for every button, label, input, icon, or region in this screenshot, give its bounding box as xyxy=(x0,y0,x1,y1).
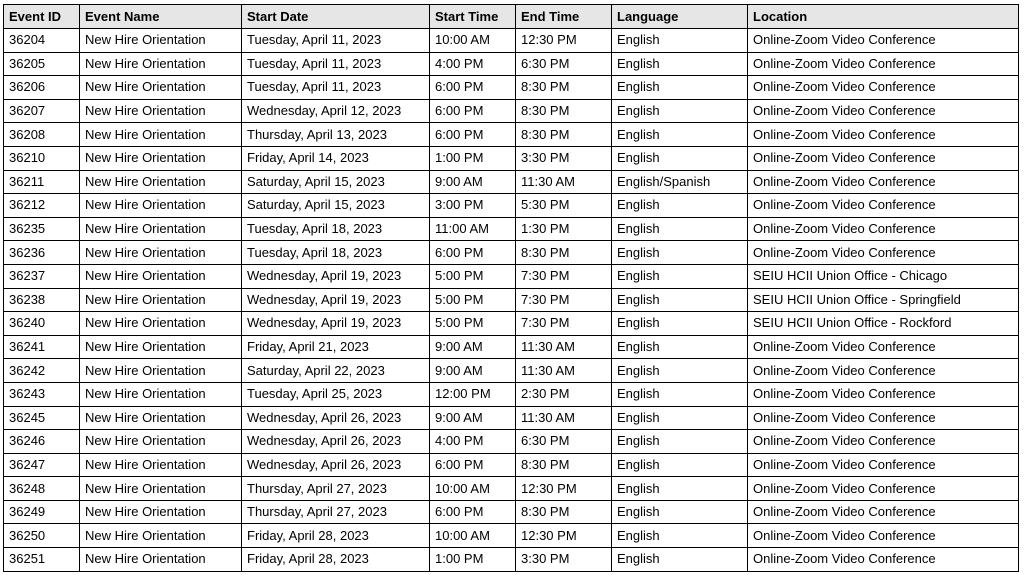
cell-start-time: 4:00 PM xyxy=(430,52,516,76)
cell-language: English xyxy=(612,288,748,312)
cell-end-time: 8:30 PM xyxy=(516,76,612,100)
cell-event-id: 36250 xyxy=(4,524,80,548)
cell-language: English xyxy=(612,430,748,454)
cell-start-time: 3:00 PM xyxy=(430,194,516,218)
cell-location: Online-Zoom Video Conference xyxy=(748,477,1019,501)
cell-event-id: 36240 xyxy=(4,312,80,336)
cell-start-time: 6:00 PM xyxy=(430,76,516,100)
cell-location: Online-Zoom Video Conference xyxy=(748,548,1019,572)
cell-location: Online-Zoom Video Conference xyxy=(748,335,1019,359)
cell-event-name: New Hire Orientation xyxy=(80,406,242,430)
cell-language: English xyxy=(612,335,748,359)
column-header-start-time: Start Time xyxy=(430,5,516,29)
cell-end-time: 11:30 AM xyxy=(516,359,612,383)
events-table xyxy=(3,4,1019,572)
cell-event-name: New Hire Orientation xyxy=(80,76,242,100)
cell-end-time: 3:30 PM xyxy=(516,146,612,170)
cell-event-id: 36211 xyxy=(4,170,80,194)
cell-language: English xyxy=(612,548,748,572)
cell-start-time: 5:00 PM xyxy=(430,288,516,312)
cell-event-name: New Hire Orientation xyxy=(80,335,242,359)
cell-event-name: New Hire Orientation xyxy=(80,288,242,312)
table-row xyxy=(4,430,1019,454)
cell-start-time: 11:00 AM xyxy=(430,217,516,241)
cell-start-date: Saturday, April 22, 2023 xyxy=(242,359,430,383)
cell-start-time: 9:00 AM xyxy=(430,406,516,430)
cell-end-time: 3:30 PM xyxy=(516,548,612,572)
cell-start-date: Thursday, April 27, 2023 xyxy=(242,477,430,501)
cell-event-id: 36212 xyxy=(4,194,80,218)
cell-start-time: 6:00 PM xyxy=(430,241,516,265)
cell-start-date: Friday, April 28, 2023 xyxy=(242,548,430,572)
cell-event-id: 36241 xyxy=(4,335,80,359)
cell-event-name: New Hire Orientation xyxy=(80,430,242,454)
cell-language: English xyxy=(612,217,748,241)
column-header-start-date: Start Date xyxy=(242,5,430,29)
cell-end-time: 8:30 PM xyxy=(516,123,612,147)
table-row xyxy=(4,170,1019,194)
table-row xyxy=(4,264,1019,288)
cell-location: SEIU HCII Union Office - Rockford xyxy=(748,312,1019,336)
cell-language: English xyxy=(612,453,748,477)
cell-end-time: 7:30 PM xyxy=(516,288,612,312)
cell-event-name: New Hire Orientation xyxy=(80,52,242,76)
table-row xyxy=(4,500,1019,524)
cell-end-time: 12:30 PM xyxy=(516,29,612,53)
column-header-location: Location xyxy=(748,5,1019,29)
cell-event-name: New Hire Orientation xyxy=(80,548,242,572)
cell-event-id: 36245 xyxy=(4,406,80,430)
cell-language: English xyxy=(612,406,748,430)
cell-start-date: Tuesday, April 11, 2023 xyxy=(242,76,430,100)
table-row xyxy=(4,241,1019,265)
cell-language: English xyxy=(612,524,748,548)
cell-event-name: New Hire Orientation xyxy=(80,146,242,170)
cell-event-id: 36249 xyxy=(4,500,80,524)
cell-event-id: 36237 xyxy=(4,264,80,288)
cell-start-time: 10:00 AM xyxy=(430,477,516,501)
cell-language: English xyxy=(612,264,748,288)
cell-end-time: 12:30 PM xyxy=(516,477,612,501)
cell-language: English xyxy=(612,194,748,218)
cell-start-time: 9:00 AM xyxy=(430,359,516,383)
table-row xyxy=(4,548,1019,572)
cell-event-id: 36210 xyxy=(4,146,80,170)
cell-event-name: New Hire Orientation xyxy=(80,500,242,524)
cell-language: English xyxy=(612,312,748,336)
cell-event-id: 36248 xyxy=(4,477,80,501)
column-header-language: Language xyxy=(612,5,748,29)
cell-start-date: Friday, April 28, 2023 xyxy=(242,524,430,548)
cell-start-time: 6:00 PM xyxy=(430,500,516,524)
cell-start-date: Tuesday, April 11, 2023 xyxy=(242,29,430,53)
cell-start-date: Saturday, April 15, 2023 xyxy=(242,194,430,218)
cell-location: Online-Zoom Video Conference xyxy=(748,170,1019,194)
cell-location: Online-Zoom Video Conference xyxy=(748,430,1019,454)
cell-start-date: Wednesday, April 19, 2023 xyxy=(242,312,430,336)
table-row xyxy=(4,52,1019,76)
cell-location: Online-Zoom Video Conference xyxy=(748,382,1019,406)
cell-end-time: 11:30 AM xyxy=(516,170,612,194)
cell-end-time: 11:30 AM xyxy=(516,335,612,359)
cell-event-name: New Hire Orientation xyxy=(80,312,242,336)
cell-location: Online-Zoom Video Conference xyxy=(748,406,1019,430)
column-header-event-id: Event ID xyxy=(4,5,80,29)
cell-end-time: 6:30 PM xyxy=(516,52,612,76)
cell-end-time: 7:30 PM xyxy=(516,312,612,336)
cell-end-time: 12:30 PM xyxy=(516,524,612,548)
cell-start-time: 9:00 AM xyxy=(430,335,516,359)
table-row xyxy=(4,288,1019,312)
cell-start-date: Friday, April 14, 2023 xyxy=(242,146,430,170)
cell-language: English xyxy=(612,52,748,76)
table-row xyxy=(4,359,1019,383)
header-row xyxy=(4,5,1019,29)
cell-event-id: 36242 xyxy=(4,359,80,383)
cell-start-date: Wednesday, April 12, 2023 xyxy=(242,99,430,123)
cell-start-time: 10:00 AM xyxy=(430,524,516,548)
cell-event-id: 36204 xyxy=(4,29,80,53)
cell-location: Online-Zoom Video Conference xyxy=(748,52,1019,76)
cell-event-id: 36207 xyxy=(4,99,80,123)
table-row xyxy=(4,382,1019,406)
cell-location: Online-Zoom Video Conference xyxy=(748,123,1019,147)
cell-language: English xyxy=(612,76,748,100)
cell-start-date: Wednesday, April 26, 2023 xyxy=(242,430,430,454)
cell-end-time: 8:30 PM xyxy=(516,99,612,123)
table-body xyxy=(4,29,1019,572)
cell-start-date: Tuesday, April 18, 2023 xyxy=(242,241,430,265)
cell-event-id: 36246 xyxy=(4,430,80,454)
table-row xyxy=(4,29,1019,53)
cell-start-date: Wednesday, April 26, 2023 xyxy=(242,406,430,430)
cell-event-name: New Hire Orientation xyxy=(80,382,242,406)
cell-location: Online-Zoom Video Conference xyxy=(748,194,1019,218)
table-row xyxy=(4,477,1019,501)
cell-start-date: Tuesday, April 11, 2023 xyxy=(242,52,430,76)
cell-start-time: 1:00 PM xyxy=(430,146,516,170)
cell-start-time: 6:00 PM xyxy=(430,99,516,123)
cell-event-id: 36247 xyxy=(4,453,80,477)
cell-location: Online-Zoom Video Conference xyxy=(748,524,1019,548)
cell-event-id: 36235 xyxy=(4,217,80,241)
table-row xyxy=(4,217,1019,241)
cell-language: English xyxy=(612,477,748,501)
cell-start-date: Wednesday, April 26, 2023 xyxy=(242,453,430,477)
cell-start-time: 4:00 PM xyxy=(430,430,516,454)
table-row xyxy=(4,406,1019,430)
cell-start-date: Tuesday, April 18, 2023 xyxy=(242,217,430,241)
cell-location: Online-Zoom Video Conference xyxy=(748,359,1019,383)
cell-language: English xyxy=(612,146,748,170)
cell-end-time: 1:30 PM xyxy=(516,217,612,241)
cell-event-name: New Hire Orientation xyxy=(80,359,242,383)
column-header-event-name: Event Name xyxy=(80,5,242,29)
cell-language: English xyxy=(612,382,748,406)
cell-start-time: 1:00 PM xyxy=(430,548,516,572)
cell-event-name: New Hire Orientation xyxy=(80,524,242,548)
cell-language: English xyxy=(612,123,748,147)
cell-event-name: New Hire Orientation xyxy=(80,264,242,288)
cell-end-time: 8:30 PM xyxy=(516,453,612,477)
cell-end-time: 8:30 PM xyxy=(516,241,612,265)
cell-event-name: New Hire Orientation xyxy=(80,477,242,501)
cell-event-name: New Hire Orientation xyxy=(80,99,242,123)
cell-language: English xyxy=(612,500,748,524)
cell-event-id: 36243 xyxy=(4,382,80,406)
cell-start-date: Wednesday, April 19, 2023 xyxy=(242,288,430,312)
cell-location: Online-Zoom Video Conference xyxy=(748,76,1019,100)
cell-start-time: 9:00 AM xyxy=(430,170,516,194)
cell-start-date: Thursday, April 13, 2023 xyxy=(242,123,430,147)
table-row xyxy=(4,453,1019,477)
cell-location: Online-Zoom Video Conference xyxy=(748,29,1019,53)
cell-start-date: Thursday, April 27, 2023 xyxy=(242,500,430,524)
cell-end-time: 5:30 PM xyxy=(516,194,612,218)
cell-location: SEIU HCII Union Office - Chicago xyxy=(748,264,1019,288)
table-row xyxy=(4,146,1019,170)
cell-language: English/Spanish xyxy=(612,170,748,194)
cell-end-time: 11:30 AM xyxy=(516,406,612,430)
table-row xyxy=(4,123,1019,147)
cell-event-id: 36238 xyxy=(4,288,80,312)
column-header-end-time: End Time xyxy=(516,5,612,29)
cell-event-id: 36208 xyxy=(4,123,80,147)
cell-event-name: New Hire Orientation xyxy=(80,241,242,265)
cell-location: SEIU HCII Union Office - Springfield xyxy=(748,288,1019,312)
cell-event-name: New Hire Orientation xyxy=(80,170,242,194)
cell-event-name: New Hire Orientation xyxy=(80,453,242,477)
cell-start-time: 6:00 PM xyxy=(430,123,516,147)
cell-end-time: 6:30 PM xyxy=(516,430,612,454)
cell-start-date: Saturday, April 15, 2023 xyxy=(242,170,430,194)
cell-start-date: Wednesday, April 19, 2023 xyxy=(242,264,430,288)
cell-location: Online-Zoom Video Conference xyxy=(748,453,1019,477)
cell-language: English xyxy=(612,359,748,383)
cell-language: English xyxy=(612,241,748,265)
cell-event-name: New Hire Orientation xyxy=(80,194,242,218)
cell-start-time: 12:00 PM xyxy=(430,382,516,406)
cell-end-time: 7:30 PM xyxy=(516,264,612,288)
cell-start-time: 6:00 PM xyxy=(430,453,516,477)
cell-end-time: 2:30 PM xyxy=(516,382,612,406)
cell-location: Online-Zoom Video Conference xyxy=(748,146,1019,170)
table-row xyxy=(4,312,1019,336)
table-row xyxy=(4,76,1019,100)
cell-start-time: 10:00 AM xyxy=(430,29,516,53)
cell-event-name: New Hire Orientation xyxy=(80,123,242,147)
cell-event-name: New Hire Orientation xyxy=(80,217,242,241)
cell-event-id: 36205 xyxy=(4,52,80,76)
cell-location: Online-Zoom Video Conference xyxy=(748,217,1019,241)
cell-location: Online-Zoom Video Conference xyxy=(748,500,1019,524)
cell-start-date: Tuesday, April 25, 2023 xyxy=(242,382,430,406)
cell-event-id: 36251 xyxy=(4,548,80,572)
cell-location: Online-Zoom Video Conference xyxy=(748,99,1019,123)
table-row xyxy=(4,194,1019,218)
cell-event-id: 36206 xyxy=(4,76,80,100)
cell-start-time: 5:00 PM xyxy=(430,264,516,288)
cell-event-id: 36236 xyxy=(4,241,80,265)
cell-start-time: 5:00 PM xyxy=(430,312,516,336)
table-row xyxy=(4,524,1019,548)
cell-start-date: Friday, April 21, 2023 xyxy=(242,335,430,359)
table-row xyxy=(4,335,1019,359)
cell-event-name: New Hire Orientation xyxy=(80,29,242,53)
cell-language: English xyxy=(612,29,748,53)
cell-language: English xyxy=(612,99,748,123)
cell-location: Online-Zoom Video Conference xyxy=(748,241,1019,265)
cell-end-time: 8:30 PM xyxy=(516,500,612,524)
table-row xyxy=(4,99,1019,123)
